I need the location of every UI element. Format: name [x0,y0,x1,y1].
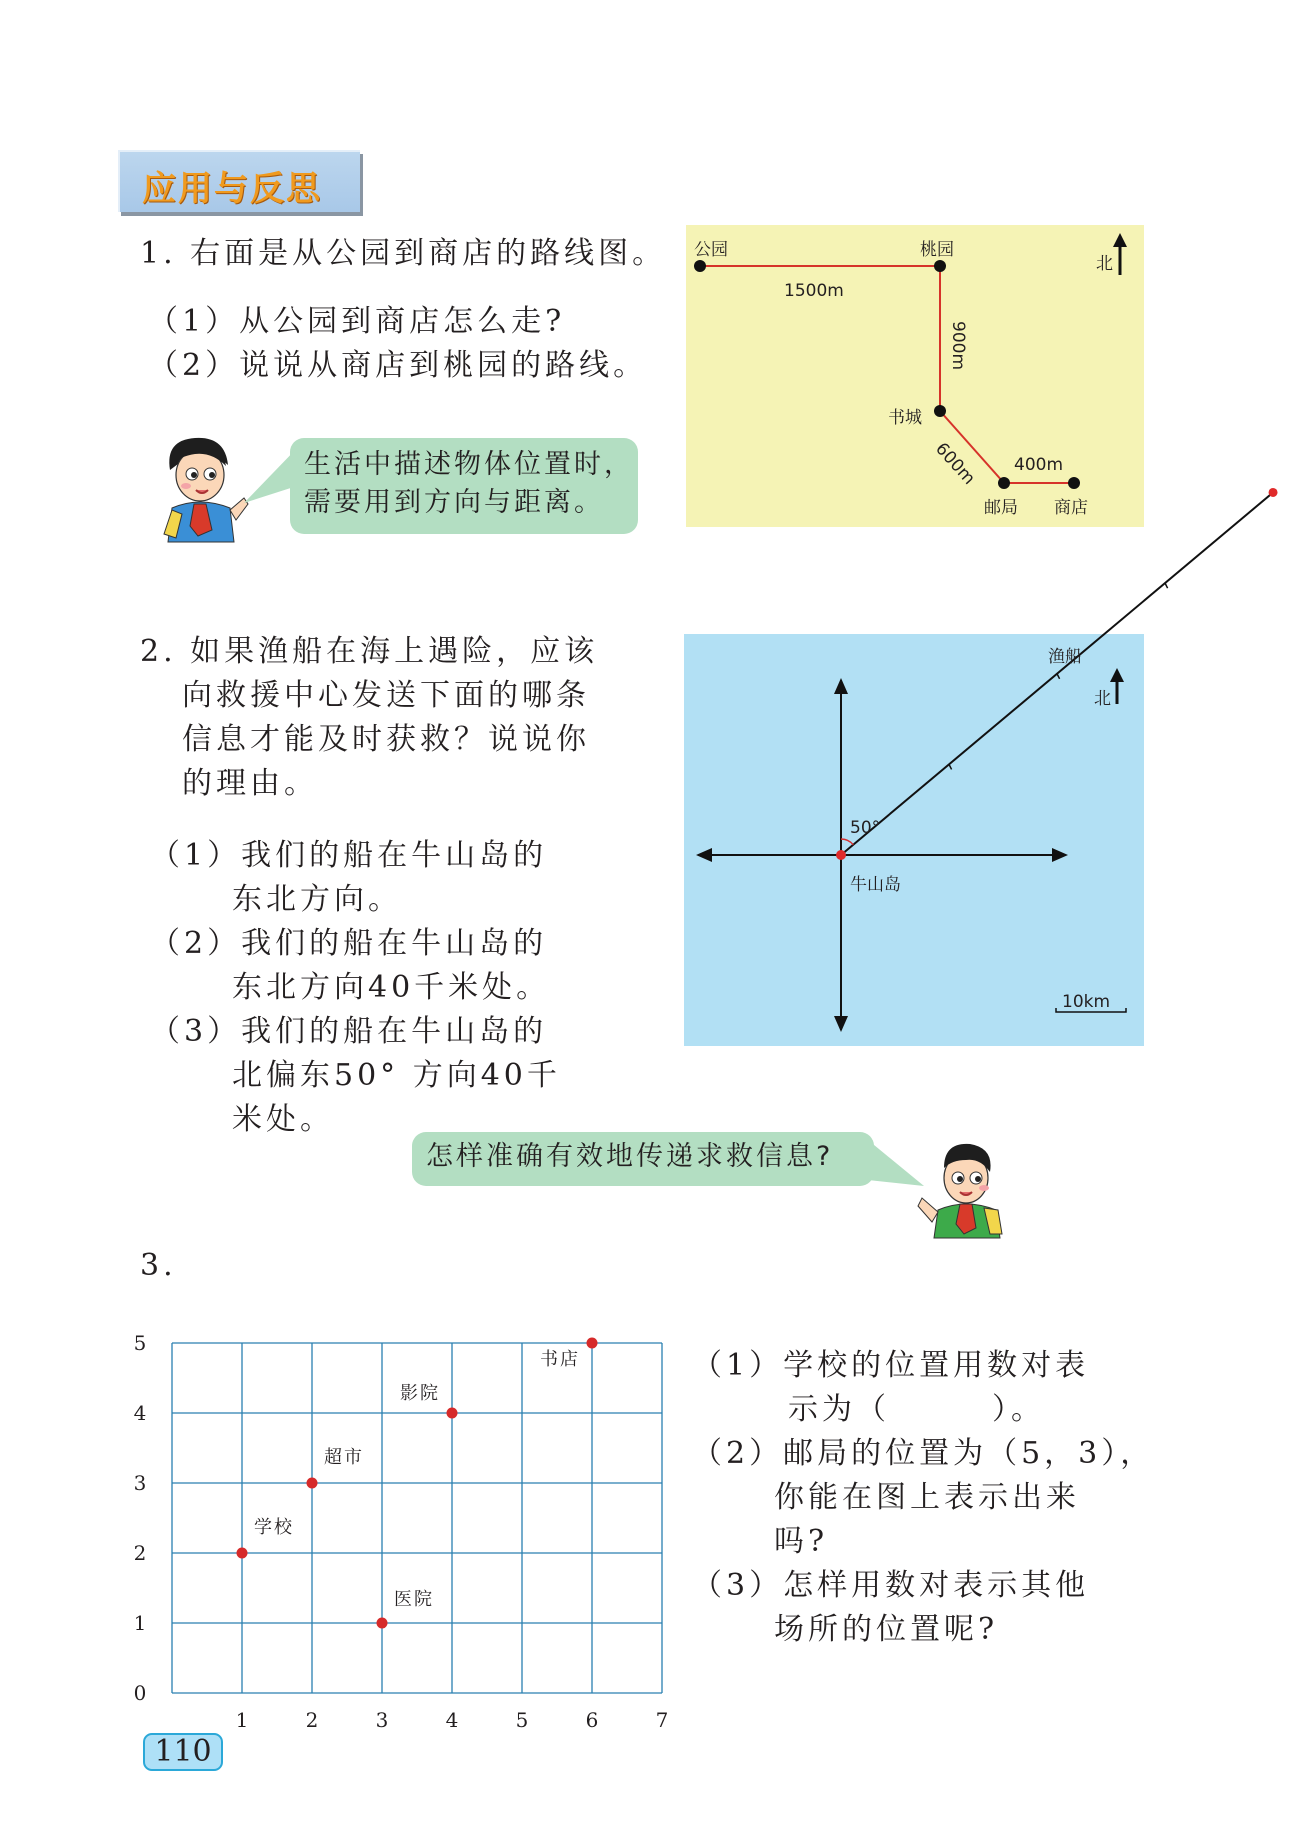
q3-number: 3. [140,1248,177,1283]
q2-option-2-num: （2） [150,926,242,961]
north-arrow-icon [1110,668,1124,682]
q2-option-2-line-2: 东北方向40千米处。 [232,970,551,1005]
q3-sub-1 [692,1344,1089,1432]
route-map [686,225,1144,527]
q2-option-1-line-2: 东北方向。 [232,882,402,917]
q1-bubble-tail [240,445,300,505]
y-tick-label: 2 [133,1541,147,1565]
route-node-shop [1068,477,1080,489]
y-tick-label: 3 [133,1471,147,1495]
label-shop: 商店 [1054,498,1088,518]
q1-hint-bubble [290,438,638,534]
q3-sub-2 [692,1432,1154,1564]
x-tick-label: 4 [445,1708,459,1732]
q1-sub-2-num: （2） [148,348,240,383]
x-tick-label: 5 [515,1708,529,1732]
label-scale: 10km [1062,992,1111,1012]
south-axis-arrow-icon [834,1016,848,1032]
distance-400m: 400m [1014,455,1064,475]
q3-sub-3-num: （3） [692,1568,784,1603]
q2-prompt-line-3: 信息才能及时获救？说说你 [182,722,590,757]
north-arrow-icon [1113,233,1127,247]
q1-number: 1. [140,236,177,271]
q3-sub-3 [692,1564,1089,1652]
section-header-badge [118,150,360,212]
q2-option-1-line-1: 我们的船在牛山岛的 [241,838,548,873]
q1-sub-2 [148,344,647,388]
point-学校 [237,1548,248,1559]
q2-option-1 [150,834,547,922]
point-超市 [307,1478,318,1489]
y-tick-label: 5 [133,1331,147,1355]
label-fishing-boat: 渔船 [1048,647,1082,667]
point-label: 超市 [324,1447,364,1468]
q2-prompt [140,630,598,806]
boy-character-icon [914,1138,1014,1238]
distance-600m: 600m [931,439,979,489]
q3-sub-3-line-1: 怎样用数对表示其他 [783,1568,1090,1603]
route-line [700,266,1074,483]
label-bookstore: 书城 [888,408,922,428]
distance-tick [1165,583,1168,588]
q2-prompt-line-2: 向救援中心发送下面的哪条 [182,678,590,713]
q2-option-3-line-1: 我们的船在牛山岛的 [241,1014,548,1049]
east-arrow-icon [1052,848,1068,862]
distance-1500m: 1500m [784,281,844,301]
q2-option-2 [150,922,550,1010]
point-label: 影院 [400,1383,440,1404]
north-axis-arrow-icon [834,678,848,694]
q1-sub-1-text: 从公园到商店怎么走? [239,304,566,339]
y-tick-label: 4 [133,1401,147,1425]
point-label: 学校 [254,1517,294,1538]
point-label: 医院 [394,1589,434,1610]
label-peach-garden: 桃园 [920,240,954,260]
distance-tick [949,764,952,769]
q2-prompt-line-1: 如果渔船在海上遇险，应该 [190,634,599,669]
label-niushan-island: 牛山岛 [850,875,901,895]
q3-sub-1-line-1: 学校的位置用数对表 [783,1348,1090,1383]
q3-sub-3-line-2: 场所的位置呢? [774,1612,999,1647]
q2-option-3-line-2: 北偏东50° 方向40千 [232,1058,561,1093]
q2-hint-text: 怎样准确有效地传递求救信息? [426,1141,834,1172]
route-node-post-office [998,477,1010,489]
q3-sub-2-num: （2） [692,1436,784,1471]
label-park: 公园 [694,240,728,260]
distance-tick [1057,674,1060,679]
boy-character-icon [150,430,250,545]
q3-sub-1-num: （1） [692,1348,784,1383]
q1-hint-line-1: 生活中描述物体位置时， [304,449,634,480]
q1-sub-1-num: （1） [148,304,240,339]
x-tick-label: 3 [375,1708,389,1732]
point-label: 书店 [540,1349,580,1370]
q1-prompt-text: 右面是从公园到商店的路线图。 [190,236,667,271]
q3-sub-2-line-2: 你能在图上表示出来 [774,1480,1080,1515]
x-tick-label: 7 [655,1708,669,1732]
q2-option-1-num: （1） [150,838,242,873]
q3-sub-1-line-2: 示为（ ）。 [788,1392,1045,1427]
q2-prompt-line-4: 的理由。 [182,766,318,801]
bearing-line [841,492,1273,855]
west-arrow-icon [696,848,712,862]
page-number: 110 [143,1733,223,1771]
q2-hint-bubble [412,1132,874,1186]
q1-hint-line-2: 需要用到方向与距离。 [304,487,604,518]
label-angle: 50° [850,818,881,838]
y-tick-label: 1 [133,1611,147,1635]
q3-sub-2-line-3: 吗? [774,1524,829,1559]
x-tick-label: 1 [235,1708,249,1732]
route-node-peach-garden [934,260,946,272]
q2-number: 2. [140,634,177,669]
x-tick-label: 6 [585,1708,599,1732]
boat-point [1269,488,1278,497]
q2-option-3-num: （3） [150,1014,242,1049]
q1-prompt [140,232,666,276]
q2-option-2-line-1: 我们的船在牛山岛的 [241,926,548,961]
x-tick-label: 2 [305,1708,319,1732]
q2-option-3 [150,1010,561,1142]
point-影院 [447,1408,458,1419]
sea-map [684,634,1144,1046]
section-title: 应用与反思 [142,169,322,209]
q2-option-3-line-3: 米处。 [232,1102,334,1137]
coordinate-grid-chart [130,1290,690,1732]
route-node-bookstore [934,405,946,417]
angle-arc [841,839,853,845]
point-书店 [587,1338,598,1349]
q1-sub-2-text: 说说从商店到桃园的路线。 [239,348,648,383]
north-label-sea: 北 [1094,689,1111,709]
q3-sub-2-line-1: 邮局的位置为（5，3）， [783,1436,1155,1471]
label-post-office: 邮局 [984,498,1018,518]
island-point [836,850,846,860]
y-tick-label: 0 [133,1681,147,1705]
route-node-park [694,260,706,272]
point-医院 [377,1618,388,1629]
distance-900m: 900m [948,321,968,371]
q1-sub-1 [148,300,565,344]
north-label: 北 [1096,254,1113,274]
